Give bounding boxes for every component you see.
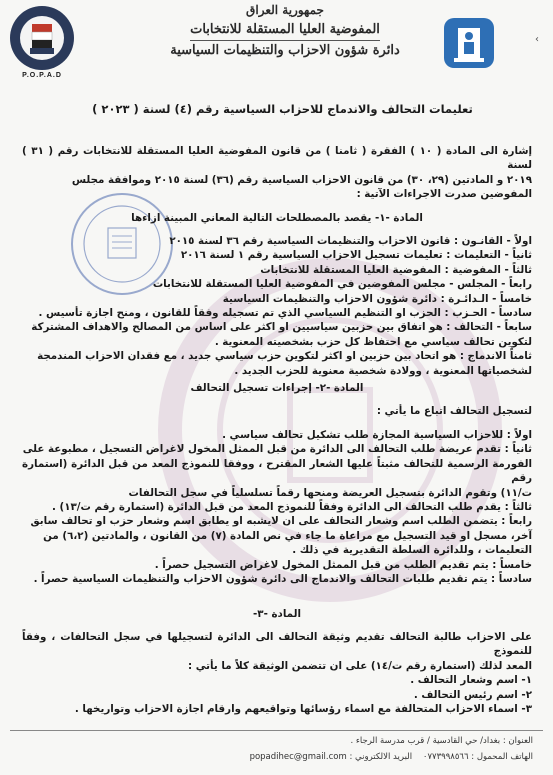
party-affairs-logo (8, 4, 76, 79)
article-2-body (22, 428, 532, 586)
article-2-heading: المادة -٢- إجراءات تسجيل التحالف (190, 382, 364, 394)
procedure-line: اولاً : للاحزاب السياسية المجازة طلب تشكيل تحالف سياسي . (222, 429, 532, 441)
article-2-lead (22, 404, 532, 418)
document-line: ١- اسم وشعار التحالف . (410, 674, 532, 687)
letterhead (170, 2, 400, 61)
definition-line: لشخصياتها المعنوية ، وولادة شخصية معنوية للحزب الجديد . (234, 364, 532, 377)
logo-caption: P.O.P.A.D (22, 72, 62, 79)
procedure-line: ت/١١) وتقوم الدائرة بتسجيل العريضة ومنحها رقماً تسلسلياً في سجل التحالفات (128, 486, 532, 499)
procedure-line: سادساً : يتم تقديم طلبات التحالف والاندماج الى دائرة شؤون الاحزاب والتنظيمات السياسية حصراً . (33, 573, 532, 586)
definition-line: لتكوين تحالف سياسي مع احتفاظ كل حزب بشخصيته المعنوية . (214, 335, 532, 348)
definition-line: سادساً - الحـزب : الحزب او التنظيم السياسي الذي تم تسجيله وفقاً للقانون ، ومنح اجازة تأسيس . (38, 307, 532, 320)
footer-contact (250, 752, 533, 762)
procedure-line: خامساً : يتم تقديم الطلب من قبل الممثل المخول لاغراض التسجيل حصراً . (154, 558, 532, 571)
letterhead-commission: المفوضية العليا المستقلة للانتخابات (190, 20, 380, 41)
definition-line: ثالثاً - المفوضية : المفوضية العليا المستقلة للانتخابات (260, 263, 532, 276)
procedure-line: التعليمات ، وللدائرة السلطة التقديرية في ذلك . (292, 544, 532, 557)
phone-label: الهاتف المحمول : (471, 752, 533, 762)
definition-line: رابعاً - المجلس - مجلس المفوضين في المفوضية العليا المستقلة للانتخابات (152, 278, 532, 291)
procedure-line: الفورمة الرسمية للتحالف مثبتاً عليها الشعار المقترح ، ووفقا للنموذج المعد من قبل الدائرة (استمارة رقم (22, 457, 532, 485)
definition-line: سابعاً - التحالف : هو اتفاق بين حزبين سياسيين او اكثر على اساس من المصالح والاهداف المشتركة (31, 321, 532, 334)
definition-line: ثامناً الاندماج : هو اتحاد بين حزبين او اكثر لتكوين حزب سياسي جديد ، مع فقدان الاحزاب المندمجة (37, 350, 532, 363)
phone-number: ٠٧٧٣٩٩٨٥٦٦ (422, 752, 469, 762)
intro-line: المفوضين صدرت الاجراءات الآتية : (356, 188, 532, 201)
definition-line: خامساً - الـدائـرة : دائرة شؤون الاحزاب والتنظيمات السياسية (222, 292, 532, 305)
article-3-body (22, 630, 532, 716)
intro-line: ٢٠١٩ و المادتين (٢٩، ٣٠) من قانون الاحزاب السياسية رقم (٣٦) لسنة ٢٠١٥ وموافقة مجلس (71, 173, 532, 186)
margin-mark: › (535, 34, 539, 45)
email-address: popadihec@gmail.com (249, 752, 347, 762)
document-title: تعليمات التحالف والاندماج للاحزاب السياسية رقم (٤) لسنة ( ٢٠٢٣ ) (92, 102, 473, 116)
footer-address: العنوان : بغداد/ حي القادسية / قرب مدرسة الرجاء . (350, 736, 533, 746)
letterhead-department: دائرة شؤون الاحزاب والتنظيمات السياسية (170, 43, 400, 58)
document-line: ٣- اسماء الاحزاب المتحالفة مع اسماء رؤسائها وتواقيعهم وارقام اجازة الاحزاب وتواريخها . (74, 703, 532, 716)
procedure-line: رابعاً : يتضمن الطلب اسم وشعار التحالف على ان لايشبه او يطابق اسم وشعار حزب او تحالف سابق (30, 515, 532, 528)
commission-logo (440, 14, 498, 72)
document-line: المعد لذلك (استمارة رقم ت/١٤) على ان تتضمن الوثيقة كلاً ما يأتي : (188, 659, 532, 672)
article-1-heading: المادة -١- يقصد بالمصطلحات التالية المعاني المبينة ازاءها (131, 212, 423, 224)
article-2-lead-text: لتسجيل التحالف اتباع ما يأتي : (376, 405, 532, 417)
intro-line: إشارة الى المادة ( ١٠ ) الفقرة ( ثامنا ) من قانون المفوضية العليا المستقلة للانتخابات رقم ( ٣١ ) لسنة (22, 145, 533, 172)
document-line: ٢- اسم رئيس التحالف . (413, 688, 532, 701)
procedure-line: ثالثاً : يقدم طلب التحالف الى الدائرة وفقاً للنموذج المعد من قبل الدائرة (استمارة رقم ت/١٣) . (52, 501, 532, 514)
letterhead-country: جمهورية العراق (246, 3, 324, 17)
procedure-line: آخر، مسجل او قيد التسجيل مع مراعاة ما جاء في نص المادة (٧) من القانون ، والمادتين (٦،٢) من (43, 529, 532, 542)
footer-divider (10, 730, 543, 731)
definition-line: اولاً - القانـون : قانون الاحزاب والتنظيمات السياسية رقم ٣٦ لسنة ٢٠١٥ (169, 235, 532, 247)
procedure-line: ثانياً : تقدم عريضة طلب التحالف الى الدائرة من قبل الممثل المخول لاغراض التسجيل ، مطبوعة على (22, 443, 532, 456)
email-label: البريد الالكتروني : (349, 752, 413, 762)
article-3-heading: المادة -٣- (253, 608, 301, 620)
document-line: على الاحزاب طالبة التحالف تقديم وثيقة التحالف الى الدائرة لتسجيلها في سجل التحالفات ، وفقاً للنموذج (22, 631, 532, 658)
definition-line: ثانياً - التعليمات : تعليمات تسجيل الاحزاب السياسية رقم ١ لسنة ٢٠١٦ (180, 249, 532, 262)
article-1-body (22, 234, 532, 378)
